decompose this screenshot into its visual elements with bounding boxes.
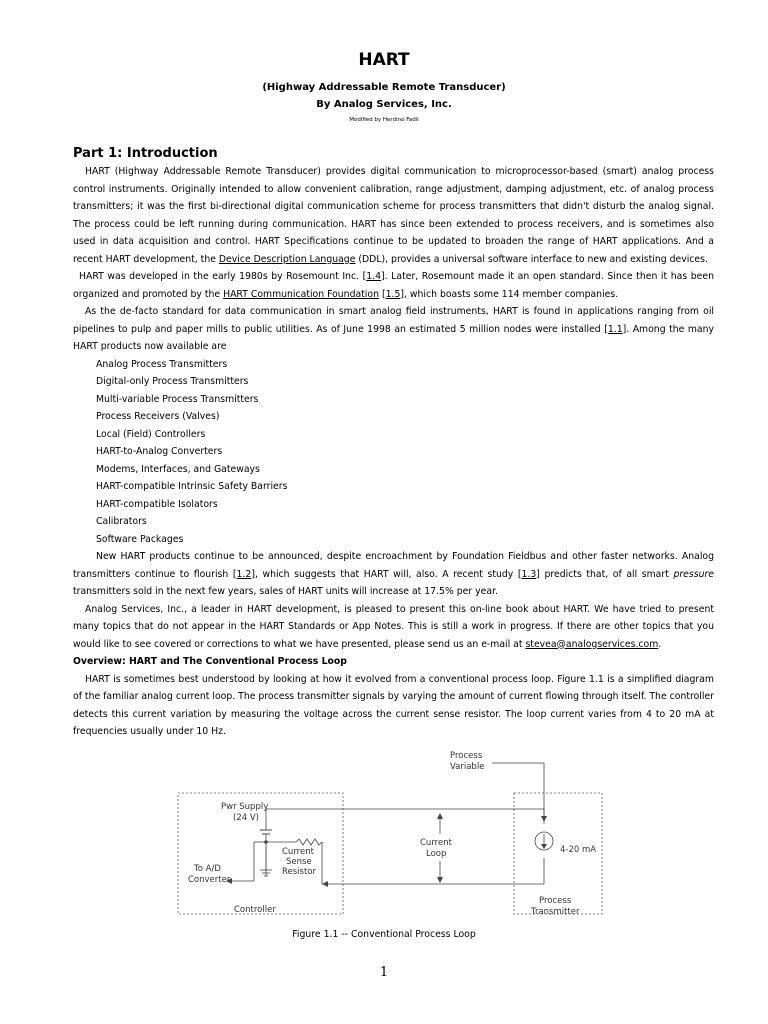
list-item: HART-compatible Isolators	[96, 498, 218, 510]
ref-link-1-5[interactable]: 1.5	[385, 288, 401, 300]
paragraph-overview: HART is sometimes best understood by looking at how it evolved from a conventional process loop. Figure 1.1 is a simplified diagram of the familiar analog current loop. The process transmitter signals by varying the amount of current flowing through itself. The controller detects this current variation by measuring the voltage across the current sense resistor. The loop current varies from 4 to 20 mA at frequencies usually under 10 Hz.	[73, 673, 714, 737]
paragraph-new-products	[73, 548, 714, 601]
paragraph-text: [	[378, 288, 386, 300]
list-item: Process Receivers (Valves)	[96, 411, 220, 422]
document-byline: By Analog Services, Inc.	[316, 99, 452, 110]
list-item: Calibrators	[96, 516, 147, 527]
ddl-link[interactable]: Device Description Language	[218, 253, 356, 265]
list-item: HART-to-Analog Converters	[96, 446, 223, 457]
email-link[interactable]: stevea@analogservices.com	[525, 638, 659, 650]
to-ad-label: To A/D	[194, 864, 221, 874]
pwr-supply-label: (24 V)	[233, 813, 259, 823]
current-sense-label: Resistor	[282, 867, 316, 877]
controller-label: Controller	[234, 905, 276, 915]
to-ad-label: Converter	[188, 875, 231, 885]
list-item: Digital-only Process Transmitters	[96, 376, 249, 387]
document-title: HART	[358, 50, 410, 70]
arrow-head	[437, 813, 443, 819]
ma-label: 4-20 mA	[560, 845, 597, 855]
section-heading-overview: Overview: HART and The Conventional Process Loop	[73, 656, 347, 667]
transmitter-label: Transmitter	[531, 907, 580, 917]
paragraph-intro	[73, 163, 714, 268]
list-item: Local (Field) Controllers	[96, 428, 206, 440]
hcf-link[interactable]: HART Communication Foundation	[223, 288, 379, 300]
emphasis-text: pressure	[673, 568, 715, 580]
paragraph-text: ] predicts that, of all smart	[536, 568, 674, 580]
transmitter-label: Process	[539, 896, 572, 906]
process-loop-diagram	[176, 746, 606, 926]
paragraph-history	[73, 268, 714, 303]
current-loop-label: Current	[420, 838, 452, 848]
paragraph-standard	[73, 303, 714, 356]
modified-note: Modified by Herdino Fadli	[349, 117, 419, 123]
page-number: 1	[379, 965, 389, 980]
product-list	[73, 356, 714, 549]
paragraph-text: ], which boasts some 114 member companies.	[400, 288, 619, 300]
document-subtitle: (Highway Addressable Remote Transducer)	[262, 82, 506, 93]
list-item: Software Packages	[96, 533, 184, 545]
current-sense-label: Current	[282, 847, 314, 857]
figure-caption: Figure 1.1 -- Conventional Process Loop	[292, 929, 476, 940]
paragraph-text: ]. Later, Rosemount made it an open standard. Since then it has been organized and promoted by the	[73, 271, 714, 300]
current-sense-label: Sense	[286, 857, 312, 867]
paragraph-text: Analog Services, Inc., a leader in HART development, is pleased to present this on-line book about HART. We have tried to present many topics that do not appear in the HART Standards or App Notes. This is still a work in progress. If there are other topics that you would like to see covered or corrections to what we have presented, please send us an e-mail at	[73, 603, 714, 650]
paragraph-text: .	[658, 638, 662, 650]
list-item: Modems, Interfaces, and Gateways	[96, 463, 260, 475]
resistor-zigzag	[296, 839, 322, 845]
paragraph-text: HART (Highway Addressable Remote Transducer) provides digital communication to microprocessor-based (smart) analog process control instruments. Originally intended to allow convenient calibration, range adjustment, damping adjustment, etc. of analog process transmitters; it was the first bi-directional digital communication scheme for process transmitters that didn't disturb the analog signal. The process could be left running during communication. HART has since been extended to process receivers, and is sometimes also used in data acquisition and control. HART Specifications continue to be updated to broaden the range of HART applications. And a recent HART development, the	[73, 166, 714, 265]
list-item: Analog Process Transmitters	[96, 358, 228, 370]
paragraph-text: HART was developed in the early 1980s by Rosemount Inc. [	[79, 271, 367, 282]
list-item: Multi-variable Process Transmitters	[96, 393, 259, 405]
paragraph-text: ], which suggests that HART will, also. A recent study [	[251, 568, 522, 580]
pwr-supply-label: Pwr Supply	[221, 802, 269, 812]
paragraph-text: New HART products continue to be announced, despite encroachment by Foundation Fieldbus and other faster networks. Analog transmitters continue to flourish [	[73, 551, 714, 580]
section-heading-part1: Part 1: Introduction	[73, 146, 218, 161]
paragraph-online-book	[73, 601, 714, 654]
ref-link-1-4[interactable]: 1.4	[366, 271, 382, 282]
ref-link-1-1[interactable]: 1.1	[607, 323, 623, 335]
paragraph-text: (DDL), provides a universal software interface to new and existing devices.	[355, 253, 708, 265]
arrow-head	[541, 844, 547, 849]
arrow-head	[322, 881, 328, 887]
process-variable-label: Variable	[450, 762, 485, 772]
paragraph-text: ]. Among the many HART products now available are	[73, 323, 714, 352]
arrow-head	[437, 877, 443, 883]
ref-link-1-3[interactable]: 1.3	[521, 568, 537, 580]
list-item: HART-compatible Intrinsic Safety Barriers	[96, 481, 288, 492]
ref-link-1-2[interactable]: 1.2	[236, 568, 252, 580]
paragraph-text: As the de-facto standard for data communication in smart analog field instruments, HART is found in applications ranging from oil pipelines to pulp and paper mills to public utilities. As of June 1998 an estimated 5 million nodes were installed [	[73, 306, 714, 335]
paragraph-text: transmitters sold in the next few years, sales of HART units will increase at 17.5% per year.	[73, 586, 498, 597]
process-variable-label: Process	[450, 751, 483, 761]
current-loop-label: Loop	[426, 849, 447, 859]
body-text	[73, 163, 714, 741]
